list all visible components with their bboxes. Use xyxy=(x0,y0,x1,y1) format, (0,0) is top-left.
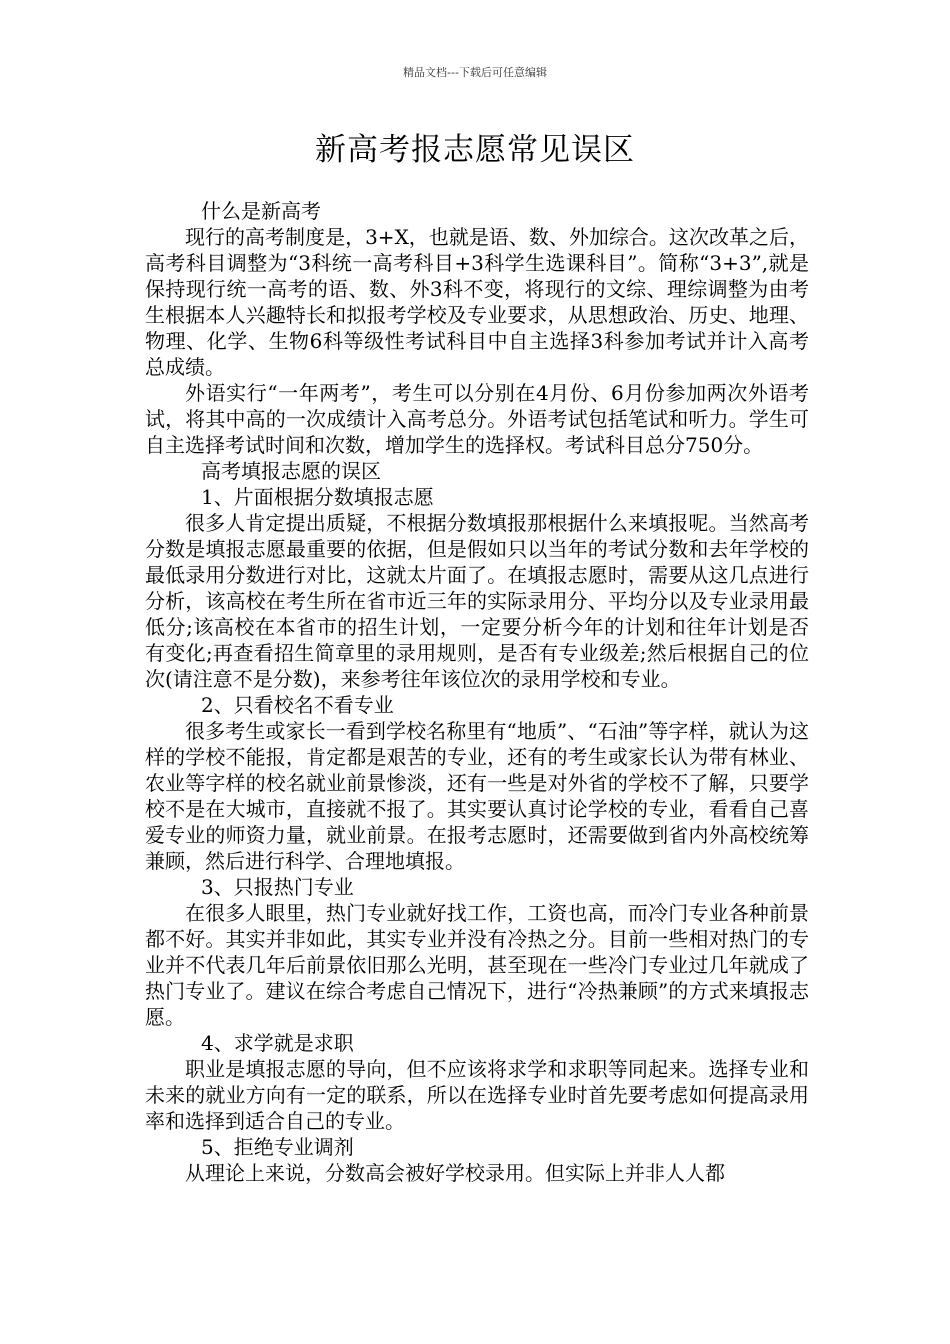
paragraph: 在很多人眼里，热门专业就好找工作，工资也高，而冷门专业各种前景都不好。其实并非如此，其实专业并没有冷热之分。目前一些相对热门的专业并不代表几年后前景依旧那么光明，甚至现在一些冷门专业过几年就成了热门专业了。建议在综合考虑自己情况下，进行“冷热兼顾”的方式来填报志愿。 xyxy=(145,901,809,1029)
subsection-heading: 3、只报热门专业 xyxy=(201,875,354,899)
paragraph: 很多人肯定提出质疑，不根据分数填报那根据什么来填报呢。当然高考分数是填报志愿最重要的依据，但是假如只以当年的考试分数和去年学校的最低录用分数进行对比，这就太片面了。在填报志愿时，需要从这几点进行分析，该高校在考生所在省市近三年的实际录用分、平均分以及专业录用最低分;该高校在本省市的招生计划，一定要分析今年的计划和往年计划是否有变化;再查看招生简章里的录用规则，是否有专业级差;然后根据自己的位次(请注意不是分数)，来参考往年该位次的录用学校和专业。 xyxy=(145,511,809,691)
subsection-heading: 1、片面根据分数填报志愿 xyxy=(201,485,434,509)
section-heading: 什么是新高考 xyxy=(201,199,321,223)
paragraph: 外语实行“一年两考”，考生可以分别在4月份、6月份参加两次外语考试，将其中高的一次成绩计入高考总分。外语考试包括笔试和听力。学生可自主选择考试时间和次数，增加学生的选择权。考试科目总分750分。 xyxy=(145,381,809,457)
section-heading: 高考填报志愿的误区 xyxy=(201,459,381,483)
paragraph: 从理论上来说，分数高会被好学校录用。但实际上并非人人都 xyxy=(185,1161,725,1185)
subsection-heading: 4、求学就是求职 xyxy=(201,1031,354,1055)
paragraph: 很多考生或家长一看到学校名称里有“地质”、“石油”等字样，就认为这样的学校不能报，肯定都是艰苦的专业，还有的考生或家长认为带有林业、农业等字样的校名就业前景惨淡，还有一些是对外省的学校不了解，只要学校不是在大城市，直接就不报了。其实要认真讨论学校的专业，看看自己喜爱专业的师资力量，就业前景。在报考志愿时，还需要做到省内外高校统筹兼顾，然后进行科学、合理地填报。 xyxy=(145,719,809,873)
paragraph: 职业是填报志愿的导向，但不应该将求学和求职等同起来。选择专业和未来的就业方向有一定的联系，所以在选择专业时首先要考虑如何提高录用率和选择到适合自己的专业。 xyxy=(145,1057,809,1133)
subsection-heading: 2、只看校名不看专业 xyxy=(201,693,394,717)
subsection-heading: 5、拒绝专业调剂 xyxy=(201,1135,354,1159)
page-header-note: 精品文档---下载后可任意编辑 xyxy=(403,66,547,79)
paragraph: 现行的高考制度是，3+X，也就是语、数、外加综合。这次改革之后，高考科目调整为“3科统一高考科目+3科学生选课科目”。简称“3+3”,就是保持现行统一高考的语、数、外3科不变，将现行的文综、理综调整为由考生根据本人兴趣特长和拟报考学校及专业要求，从思想政治、历史、地理、物理、化学、生物6科等级性考试科目中自主选择3科参加考试并计入高考总成绩。 xyxy=(145,225,809,379)
document-title: 新高考报志愿常见误区 xyxy=(315,132,635,168)
document-body xyxy=(145,198,809,1186)
